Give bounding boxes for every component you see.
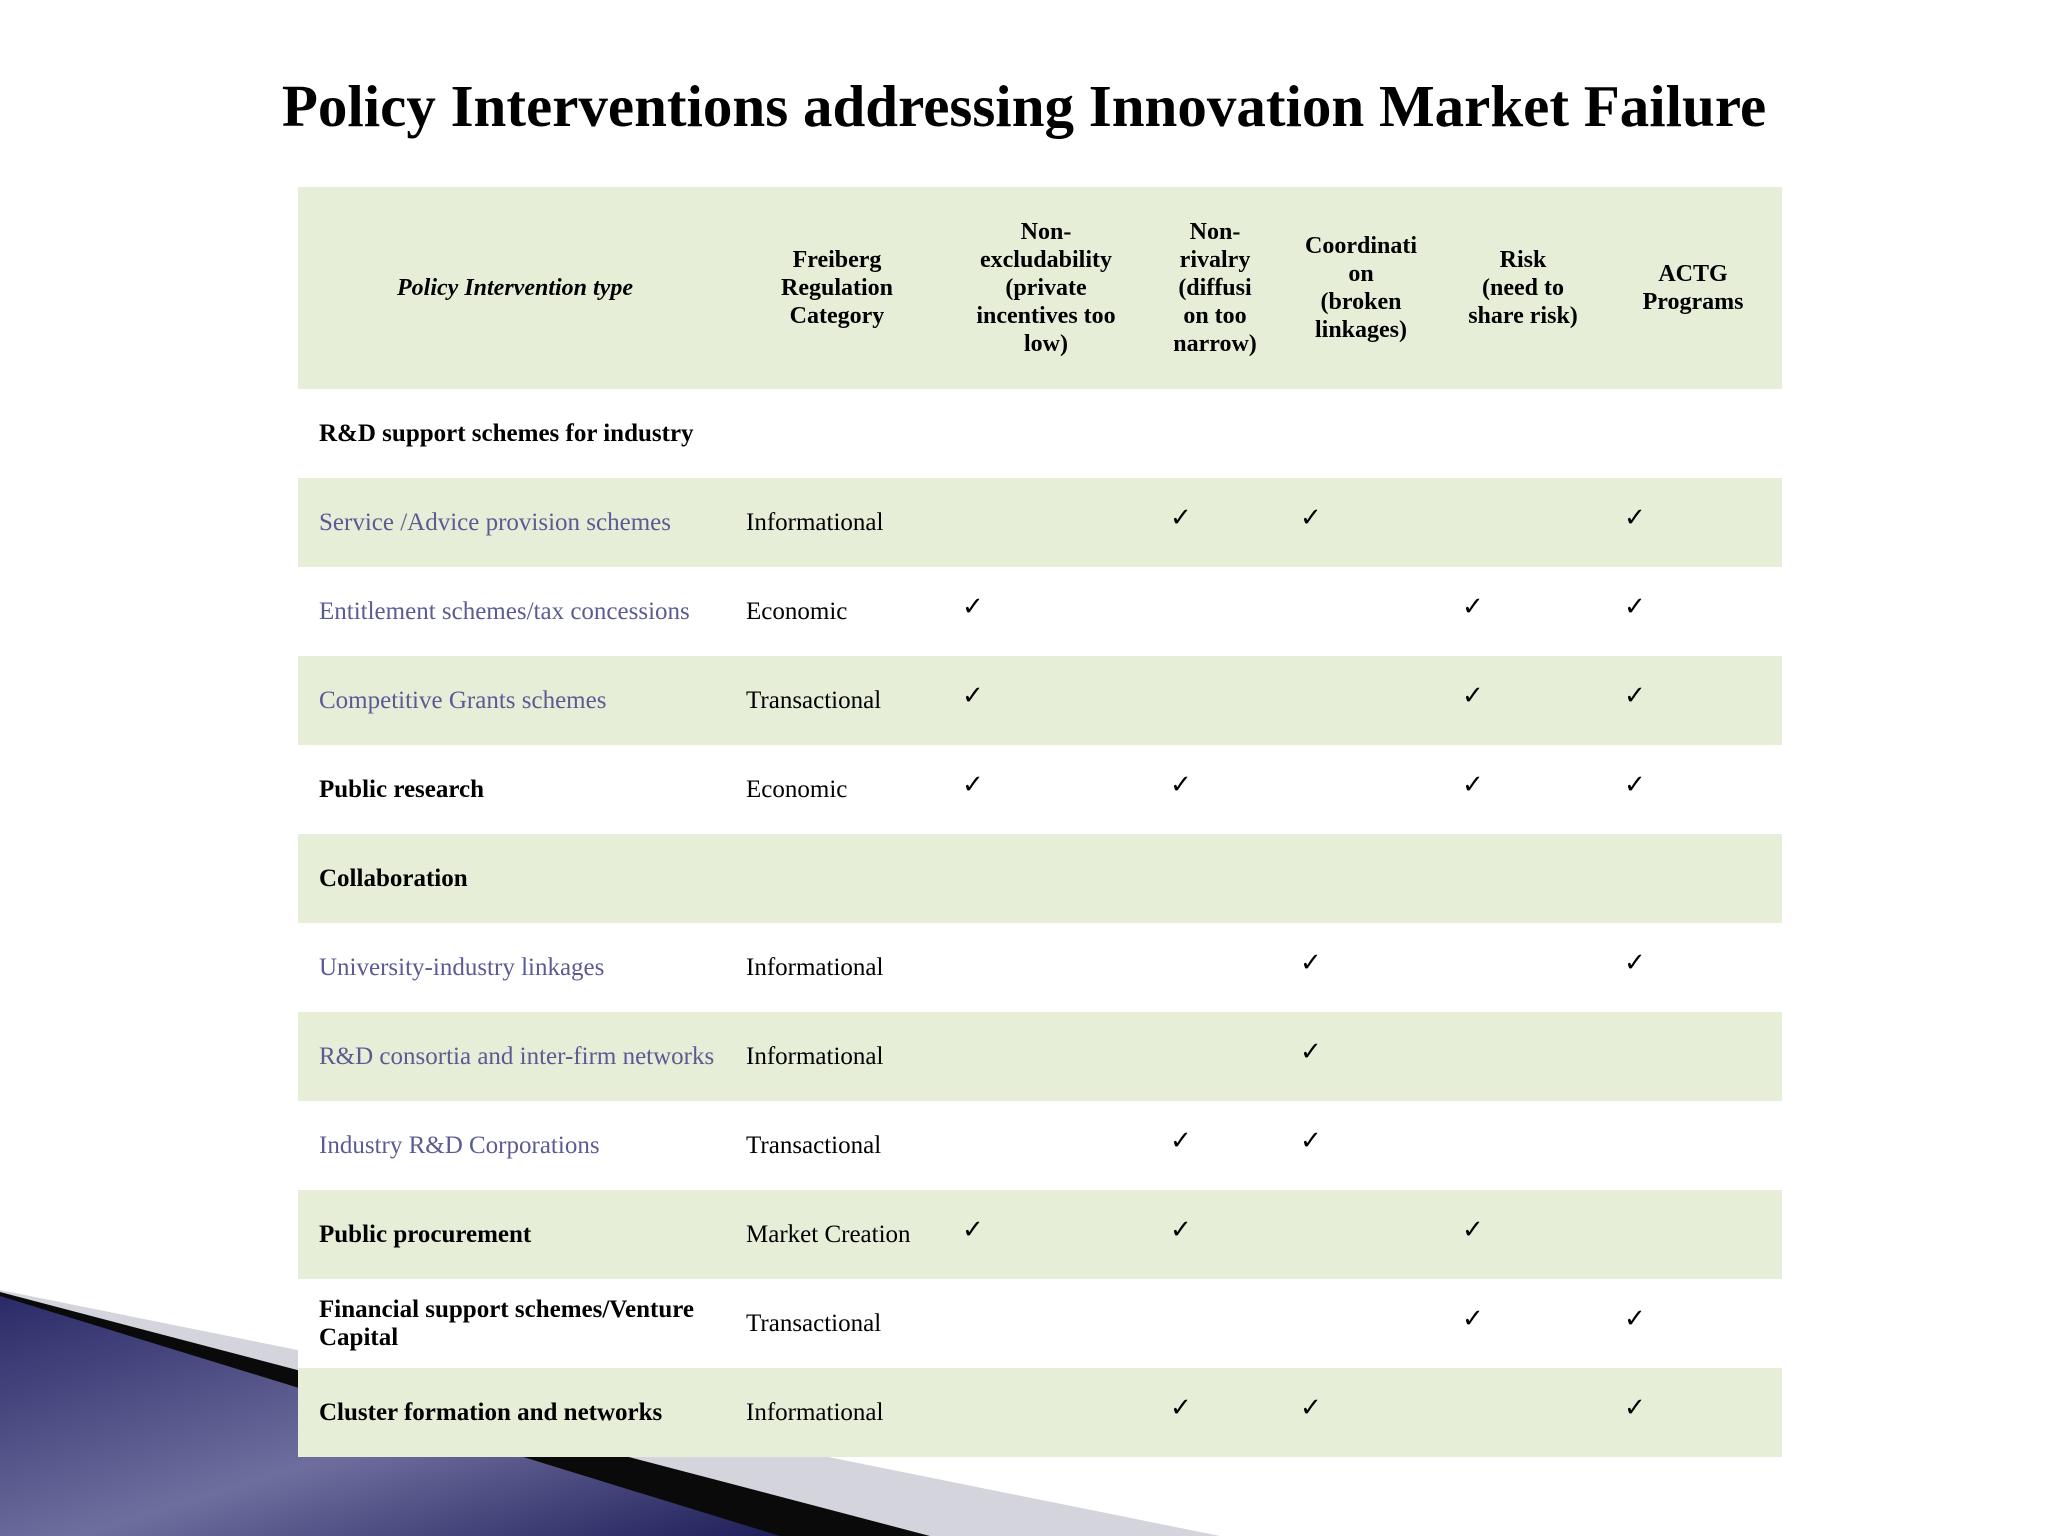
- checkmark-icon: ✓: [1170, 502, 1192, 533]
- policy-type-cell: Cluster formation and networks: [319, 1398, 663, 1426]
- actg-programs-cell: [1604, 834, 1782, 923]
- table-row: [298, 656, 1782, 745]
- non-excludability-cell: [942, 1190, 1150, 1279]
- actg-programs-cell: [1604, 389, 1782, 478]
- checkmark-icon: ✓: [1624, 502, 1646, 533]
- header-coordination: Coordinati on (broken linkages): [1304, 233, 1417, 343]
- regulation-category-cell: Transactional: [746, 686, 882, 714]
- header-risk: Risk (need to share risk): [1468, 247, 1578, 329]
- checkmark-icon: ✓: [1462, 680, 1484, 711]
- header-freiberg-regulation-category: Freiberg Regulation Category: [780, 247, 893, 329]
- table-row: [298, 1368, 1782, 1457]
- header-row: [298, 187, 1782, 389]
- checkmark-icon: ✓: [1624, 1392, 1646, 1423]
- actg-programs-cell: [1604, 1368, 1782, 1457]
- checkmark-icon: ✓: [962, 591, 984, 622]
- checkmark-icon: ✓: [1624, 591, 1646, 622]
- actg-programs-cell: [1604, 745, 1782, 834]
- policy-type-cell: University-industry linkages: [319, 953, 605, 981]
- regulation-category-cell: Informational: [746, 1398, 884, 1426]
- coordination-cell: [1280, 1101, 1442, 1190]
- regulation-category-cell: Market Creation: [746, 1220, 911, 1248]
- checkmark-icon: ✓: [1624, 947, 1646, 978]
- slide-title: Policy Interventions addressing Innovation Market Failure: [281, 73, 1767, 139]
- non-rivalry-cell: [1150, 389, 1280, 478]
- table-row: [298, 1279, 1782, 1368]
- checkmark-icon: ✓: [1624, 769, 1646, 800]
- regulation-category-cell: Economic: [746, 775, 848, 803]
- actg-programs-cell: [1604, 1279, 1782, 1368]
- policy-type-cell: Entitlement schemes/tax concessions: [319, 597, 690, 625]
- table-row: [298, 389, 1782, 478]
- regulation-category-cell: Transactional: [746, 1131, 882, 1159]
- checkmark-icon: ✓: [1300, 502, 1322, 533]
- non-rivalry-cell: [1150, 656, 1280, 745]
- checkmark-icon: ✓: [1624, 1303, 1646, 1334]
- policy-type-cell: Public procurement: [319, 1220, 532, 1248]
- coordination-cell: [1280, 745, 1442, 834]
- checkmark-icon: ✓: [1624, 680, 1646, 711]
- non-rivalry-cell: [1150, 1279, 1280, 1368]
- regulation-category-cell: Informational: [746, 953, 884, 981]
- policy-type-cell: R&D support schemes for industry: [319, 419, 694, 447]
- checkmark-icon: ✓: [1300, 1392, 1322, 1423]
- risk-cell: [1442, 745, 1604, 834]
- risk-cell: [1442, 1012, 1604, 1101]
- policy-type-cell: Service /Advice provision schemes: [319, 508, 671, 536]
- non-rivalry-cell: [1150, 478, 1280, 567]
- table-body: [298, 389, 1782, 1457]
- coordination-cell: [1280, 923, 1442, 1012]
- non-rivalry-cell: [1150, 1190, 1280, 1279]
- policy-type-cell: Public research: [319, 775, 485, 803]
- regulation-category-cell: Economic: [746, 597, 848, 625]
- non-excludability-cell: [942, 567, 1150, 656]
- non-rivalry-cell: [1150, 745, 1280, 834]
- header-policy-intervention-type: Policy Intervention type: [397, 275, 633, 301]
- checkmark-icon: ✓: [962, 769, 984, 800]
- non-excludability-cell: [942, 1012, 1150, 1101]
- coordination-cell: [1280, 1190, 1442, 1279]
- checkmark-icon: ✓: [962, 1214, 984, 1245]
- policy-type-cell: Financial support schemes/Venture Capital: [319, 1295, 695, 1351]
- checkmark-icon: ✓: [1462, 769, 1484, 800]
- regulation-category-cell: [732, 834, 942, 923]
- policy-type-cell: R&D consortia and inter-firm networks: [319, 1042, 715, 1070]
- table-row: [298, 923, 1782, 1012]
- risk-cell: [1442, 1101, 1604, 1190]
- header-non-rivalry: Non- rivalry (diffusi on too narrow): [1173, 219, 1257, 357]
- risk-cell: [1442, 389, 1604, 478]
- table-row: [298, 1190, 1782, 1279]
- regulation-category-cell: Informational: [746, 508, 884, 536]
- non-excludability-cell: [942, 1368, 1150, 1457]
- coordination-cell: [1280, 1368, 1442, 1457]
- non-excludability-cell: [942, 656, 1150, 745]
- table-row: [298, 478, 1782, 567]
- checkmark-icon: ✓: [1170, 1125, 1192, 1156]
- checkmark-icon: ✓: [1300, 1036, 1322, 1067]
- header-non-excludability: Non- excludability (private incentives too low): [976, 219, 1116, 357]
- non-rivalry-cell: [1150, 1368, 1280, 1457]
- table-row: [298, 1012, 1782, 1101]
- actg-programs-cell: [1604, 1190, 1782, 1279]
- table-row: [298, 745, 1782, 834]
- table-row: [298, 567, 1782, 656]
- checkmark-icon: ✓: [1300, 947, 1322, 978]
- coordination-cell: [1280, 389, 1442, 478]
- actg-programs-cell: [1604, 656, 1782, 745]
- non-rivalry-cell: [1150, 1012, 1280, 1101]
- non-excludability-cell: [942, 1279, 1150, 1368]
- coordination-cell: [1280, 834, 1442, 923]
- table-row: [298, 1101, 1782, 1190]
- risk-cell: [1442, 1190, 1604, 1279]
- risk-cell: [1442, 567, 1604, 656]
- checkmark-icon: ✓: [1462, 591, 1484, 622]
- coordination-cell: [1280, 567, 1442, 656]
- non-rivalry-cell: [1150, 1101, 1280, 1190]
- risk-cell: [1442, 923, 1604, 1012]
- policy-table: [298, 187, 1782, 1457]
- non-excludability-cell: [942, 923, 1150, 1012]
- coordination-cell: [1280, 1279, 1442, 1368]
- checkmark-icon: ✓: [1462, 1214, 1484, 1245]
- risk-cell: [1442, 834, 1604, 923]
- actg-programs-cell: [1604, 1101, 1782, 1190]
- coordination-cell: [1280, 1012, 1442, 1101]
- non-excludability-cell: [942, 478, 1150, 567]
- actg-programs-cell: [1604, 478, 1782, 567]
- non-rivalry-cell: [1150, 834, 1280, 923]
- risk-cell: [1442, 1368, 1604, 1457]
- coordination-cell: [1280, 478, 1442, 567]
- non-excludability-cell: [942, 745, 1150, 834]
- actg-programs-cell: [1604, 567, 1782, 656]
- checkmark-icon: ✓: [962, 680, 984, 711]
- non-rivalry-cell: [1150, 567, 1280, 656]
- coordination-cell: [1280, 656, 1442, 745]
- regulation-category-cell: [732, 389, 942, 478]
- policy-type-cell: Competitive Grants schemes: [319, 686, 607, 714]
- regulation-category-cell: Informational: [746, 1042, 884, 1070]
- risk-cell: [1442, 656, 1604, 745]
- table-row: [298, 834, 1782, 923]
- non-excludability-cell: [942, 834, 1150, 923]
- actg-programs-cell: [1604, 923, 1782, 1012]
- checkmark-icon: ✓: [1170, 1214, 1192, 1245]
- regulation-category-cell: Transactional: [746, 1309, 882, 1337]
- checkmark-icon: ✓: [1300, 1125, 1322, 1156]
- checkmark-icon: ✓: [1170, 769, 1192, 800]
- non-excludability-cell: [942, 1101, 1150, 1190]
- checkmark-icon: ✓: [1170, 1392, 1192, 1423]
- non-rivalry-cell: [1150, 923, 1280, 1012]
- checkmark-icon: ✓: [1462, 1303, 1484, 1334]
- risk-cell: [1442, 478, 1604, 567]
- risk-cell: [1442, 1279, 1604, 1368]
- header-actg-programs: ACTG Programs: [1642, 261, 1744, 315]
- policy-type-cell: Industry R&D Corporations: [319, 1131, 600, 1159]
- policy-type-cell: Collaboration: [319, 864, 468, 892]
- actg-programs-cell: [1604, 1012, 1782, 1101]
- non-excludability-cell: [942, 389, 1150, 478]
